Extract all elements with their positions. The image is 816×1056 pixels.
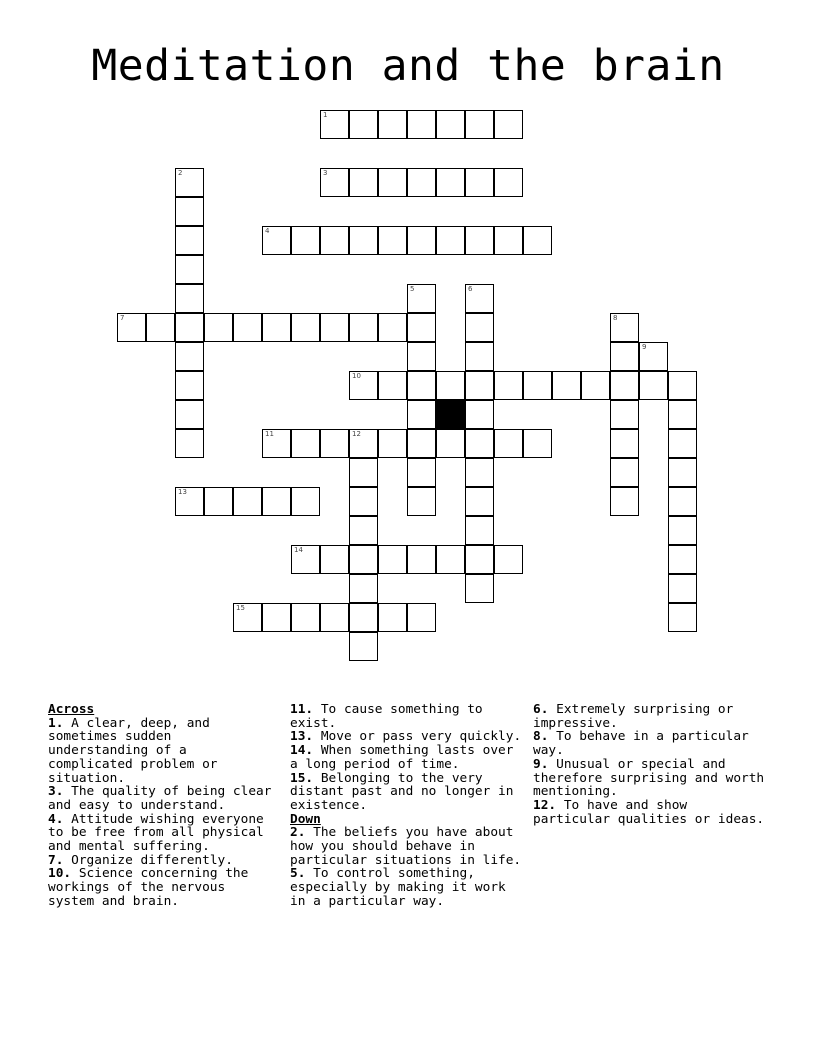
grid-cell[interactable]	[204, 313, 233, 342]
cell-number: 9	[642, 343, 647, 351]
grid-cell-1[interactable]	[320, 110, 349, 139]
grid-cell[interactable]	[349, 168, 378, 197]
grid-cell[interactable]	[581, 371, 610, 400]
clue-down-2: 2. The beliefs you have about how you should behave in particular situations in life.	[290, 825, 522, 868]
black-square	[436, 400, 465, 429]
grid-cell[interactable]	[349, 110, 378, 139]
grid-cell[interactable]	[494, 429, 523, 458]
grid-cell[interactable]	[349, 458, 378, 487]
cell-number: 1	[323, 111, 328, 119]
grid-cell[interactable]	[407, 429, 436, 458]
grid-cell-3[interactable]	[320, 168, 349, 197]
clues-column-2	[290, 703, 525, 909]
clue-across-13: 13. Move or pass very quickly.	[290, 729, 522, 745]
grid-cell[interactable]	[407, 226, 436, 255]
grid-cell[interactable]	[407, 545, 436, 574]
grid-cell[interactable]	[668, 603, 697, 632]
cell-number: 11	[265, 430, 274, 438]
grid-cell[interactable]	[465, 400, 494, 429]
grid-cell[interactable]	[291, 226, 320, 255]
grid-cell[interactable]	[291, 487, 320, 516]
grid-cell[interactable]	[349, 313, 378, 342]
grid-cell[interactable]	[320, 545, 349, 574]
grid-cell-5[interactable]	[407, 284, 436, 313]
cell-number: 6	[468, 285, 473, 293]
cell-number: 4	[265, 227, 270, 235]
grid-cell[interactable]	[320, 603, 349, 632]
grid-cell[interactable]	[610, 487, 639, 516]
grid-cell[interactable]	[233, 313, 262, 342]
grid-cell[interactable]	[378, 603, 407, 632]
grid-cell[interactable]	[465, 168, 494, 197]
grid-cell[interactable]	[436, 371, 465, 400]
cell-number: 3	[323, 169, 328, 177]
grid-cell[interactable]	[668, 371, 697, 400]
grid-cell[interactable]	[378, 226, 407, 255]
clues-column-3	[533, 703, 768, 826]
grid-cell[interactable]	[378, 313, 407, 342]
grid-cell[interactable]	[668, 400, 697, 429]
clue-across-11: 11. To cause something to exist.	[290, 702, 483, 731]
grid-cell[interactable]	[668, 458, 697, 487]
grid-cell[interactable]	[378, 168, 407, 197]
grid-cell[interactable]	[262, 603, 291, 632]
cell-number: 12	[352, 430, 361, 438]
grid-cell[interactable]	[465, 574, 494, 603]
grid-cell[interactable]	[349, 603, 378, 632]
grid-cell-7[interactable]	[117, 313, 146, 342]
clue-down-5: 5. To control something, especially by making it work in a particular way.	[290, 866, 506, 909]
grid-cell[interactable]	[291, 429, 320, 458]
grid-cell[interactable]	[175, 313, 204, 342]
grid-cell[interactable]	[668, 516, 697, 545]
cell-number: 14	[294, 546, 303, 554]
cell-number: 2	[178, 169, 183, 177]
cell-number: 5	[410, 285, 415, 293]
grid-cell[interactable]	[465, 371, 494, 400]
grid-cell[interactable]	[494, 110, 523, 139]
grid-cell[interactable]	[378, 371, 407, 400]
grid-cell-12[interactable]	[349, 429, 378, 458]
grid-cell[interactable]	[523, 226, 552, 255]
grid-cell[interactable]	[407, 313, 436, 342]
grid-cell[interactable]	[465, 110, 494, 139]
grid-cell[interactable]	[175, 342, 204, 371]
grid-cell[interactable]	[436, 429, 465, 458]
grid-cell[interactable]	[349, 516, 378, 545]
grid-cell[interactable]	[407, 371, 436, 400]
grid-cell[interactable]	[175, 429, 204, 458]
grid-cell[interactable]	[407, 110, 436, 139]
grid-cell[interactable]	[668, 429, 697, 458]
grid-cell[interactable]	[494, 168, 523, 197]
grid-cell[interactable]	[262, 313, 291, 342]
grid-cell[interactable]	[291, 603, 320, 632]
grid-cell[interactable]	[465, 516, 494, 545]
grid-cell[interactable]	[494, 545, 523, 574]
across-heading: Across	[48, 702, 95, 717]
grid-cell-2[interactable]	[175, 168, 204, 197]
grid-cell[interactable]	[610, 371, 639, 400]
grid-cell[interactable]	[465, 458, 494, 487]
grid-cell[interactable]	[436, 110, 465, 139]
grid-cell[interactable]	[407, 168, 436, 197]
clues-column-1	[48, 703, 278, 909]
cell-number: 13	[178, 488, 187, 496]
cell-number: 10	[352, 372, 361, 380]
grid-cell[interactable]	[407, 458, 436, 487]
grid-cell-4[interactable]	[262, 226, 291, 255]
grid-cell[interactable]	[610, 429, 639, 458]
grid-cell[interactable]	[523, 371, 552, 400]
grid-cell[interactable]	[175, 284, 204, 313]
grid-cell[interactable]	[378, 110, 407, 139]
grid-cell[interactable]	[320, 429, 349, 458]
clue-across-10: 10. Science concerning the workings of the nervous system and brain.	[48, 866, 249, 909]
grid-cell[interactable]	[320, 313, 349, 342]
grid-cell-11[interactable]	[262, 429, 291, 458]
grid-cell-13[interactable]	[175, 487, 204, 516]
clue-down-9: 9. Unusual or special and therefore surprising and worth mentioning.	[533, 756, 765, 800]
clue-across-7: 7. Organize differently.	[48, 852, 233, 868]
grid-cell-10[interactable]	[349, 371, 378, 400]
grid-cell[interactable]	[465, 429, 494, 458]
clue-down-6: 6. Extremely surprising or impressive.	[533, 702, 734, 731]
clue-down-8: 8. To behave in a particular way.	[533, 729, 749, 759]
grid-cell[interactable]	[175, 400, 204, 429]
grid-cell[interactable]	[378, 545, 407, 574]
grid-cell[interactable]	[349, 226, 378, 255]
grid-cell[interactable]	[291, 313, 320, 342]
grid-cell[interactable]	[349, 545, 378, 574]
cell-number: 15	[236, 604, 245, 612]
grid-cell[interactable]	[262, 487, 291, 516]
grid-cell[interactable]	[610, 400, 639, 429]
grid-cell[interactable]	[175, 255, 204, 284]
grid-cell[interactable]	[610, 342, 639, 371]
cell-number: 7	[120, 314, 125, 322]
grid-cell[interactable]	[349, 574, 378, 603]
grid-cell[interactable]	[436, 226, 465, 255]
clue-across-14: 14. When something lasts over a long period of time.	[290, 743, 514, 772]
grid-cell[interactable]	[610, 458, 639, 487]
clue-across-1: 1. A clear, deep, and sometimes sudden understanding of a complicated problem or situation.	[48, 715, 218, 786]
grid-cell[interactable]	[436, 545, 465, 574]
grid-cell[interactable]	[523, 429, 552, 458]
grid-cell[interactable]	[407, 400, 436, 429]
grid-cell-6[interactable]	[465, 284, 494, 313]
grid-cell[interactable]	[465, 545, 494, 574]
grid-cell[interactable]	[639, 371, 668, 400]
grid-cell[interactable]	[465, 487, 494, 516]
grid-cell[interactable]	[407, 342, 436, 371]
grid-cell[interactable]	[175, 226, 204, 255]
grid-cell[interactable]	[668, 545, 697, 574]
grid-cell[interactable]	[668, 574, 697, 603]
grid-cell[interactable]	[204, 487, 233, 516]
grid-cell[interactable]	[349, 632, 378, 661]
grid-cell[interactable]	[175, 371, 204, 400]
grid-cell[interactable]	[465, 342, 494, 371]
grid-cell[interactable]	[407, 603, 436, 632]
grid-cell[interactable]	[407, 487, 436, 516]
grid-cell[interactable]	[552, 371, 581, 400]
cell-number: 8	[613, 314, 618, 322]
grid-cell[interactable]	[668, 487, 697, 516]
grid-cell[interactable]	[465, 313, 494, 342]
grid-cell[interactable]	[175, 197, 204, 226]
grid-cell[interactable]	[494, 371, 523, 400]
grid-cell[interactable]	[465, 226, 494, 255]
grid-cell[interactable]	[378, 429, 407, 458]
grid-cell[interactable]	[494, 226, 523, 255]
down-heading: Down	[290, 811, 321, 827]
grid-cell[interactable]	[320, 226, 349, 255]
clue-down-12: 12. To have and show particular qualities or ideas.	[533, 797, 765, 827]
puzzle-title: Meditation and the brain	[91, 41, 725, 91]
grid-cell[interactable]	[349, 487, 378, 516]
grid-cell-14[interactable]	[291, 545, 320, 574]
clue-across-15: 15. Belonging to the very distant past and no longer in existence.	[290, 770, 514, 813]
grid-cell[interactable]	[436, 168, 465, 197]
grid-cell-9[interactable]	[639, 342, 668, 371]
clue-across-3: 3. The quality of being clear and easy to understand.	[48, 784, 272, 813]
grid-cell-15[interactable]	[233, 603, 262, 632]
clue-across-4: 4. Attitude wishing everyone to be free from all physical and mental suffering.	[48, 811, 264, 855]
grid-cell[interactable]	[233, 487, 262, 516]
grid-cell[interactable]	[146, 313, 175, 342]
grid-cell-8[interactable]	[610, 313, 639, 342]
